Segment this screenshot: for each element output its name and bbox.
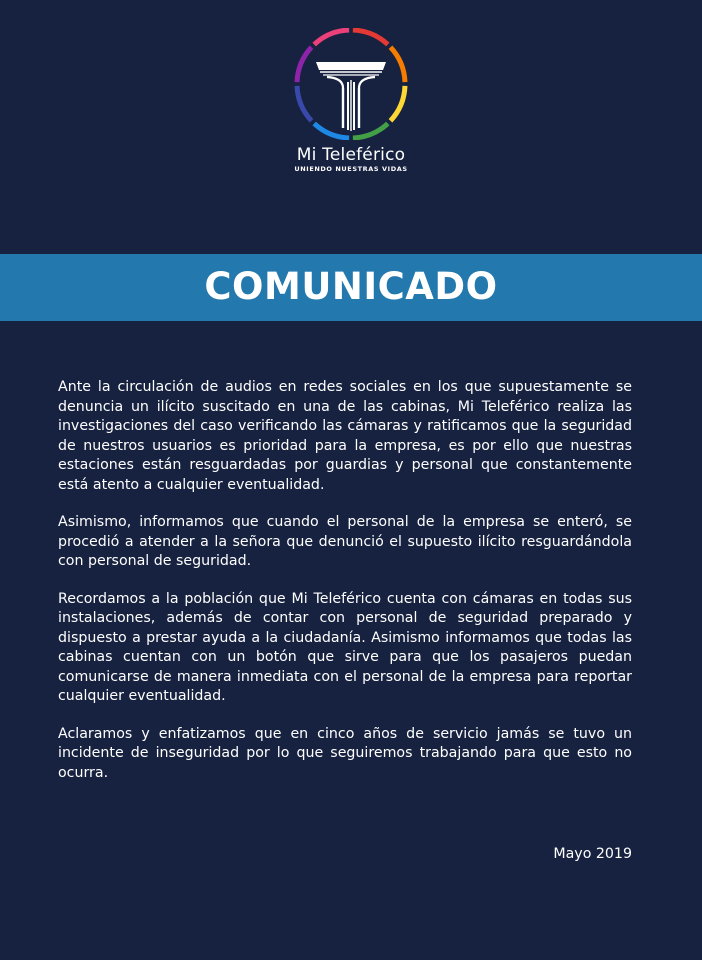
logo: [0, 28, 702, 173]
ring-segment: [314, 30, 349, 44]
ring-segment: [297, 86, 311, 121]
statement-date: Mayo 2019: [553, 846, 632, 862]
ring-segment: [390, 86, 404, 121]
statement-body: [58, 378, 632, 801]
teleferico-logo-icon: [291, 28, 411, 140]
brand-tagline: UNIENDO NUESTRAS VIDAS: [294, 165, 408, 173]
paragraph: Recordamos a la población que Mi Teleférico cuenta con cámaras en todas sus instalaciones, además de contar con personal de seguridad preparado y dispuesto a prestar ayuda a la ciudadanía. Asimismo informamos que todas las cabinas cuentan con un botón que sirve para que los pasajeros puedan comunicarse de manera inmediata con el personal de la empresa para reportar cualquier eventualidad.: [58, 590, 632, 704]
page-title: COMUNICADO: [204, 265, 498, 308]
paragraph: Asimismo, informamos que cuando el personal de la empresa se enteró, se procedió a atender a la señora que denunció el supuesto ilícito resguardándola con personal de seguridad.: [58, 514, 632, 569]
paragraph: Ante la circulación de audios en redes sociales en los que supuestamente se denuncia un ilícito suscitado en una de las cabinas, Mi Teleférico realiza las investigaciones del caso verificando las cámaras y ratificamos que la seguridad de nuestros usuarios es prioridad para la empresa, es por ello que nuestras estaciones están resguardadas por guardias y personal que constantemente está atento a cualquier eventualidad.: [58, 379, 632, 493]
brand-name: Mi Teleférico: [296, 145, 406, 165]
ring-segment: [390, 47, 404, 82]
letter-t-icon: [316, 62, 386, 131]
paragraph: Aclaramos y enfatizamos que en cinco años de servicio jamás se tuvo un incidente de inseguridad por lo que seguiremos trabajando para que esto no ocurra.: [58, 725, 632, 781]
ring-segment: [353, 30, 388, 44]
title-banner: [0, 254, 702, 321]
ring-segment: [297, 47, 311, 82]
